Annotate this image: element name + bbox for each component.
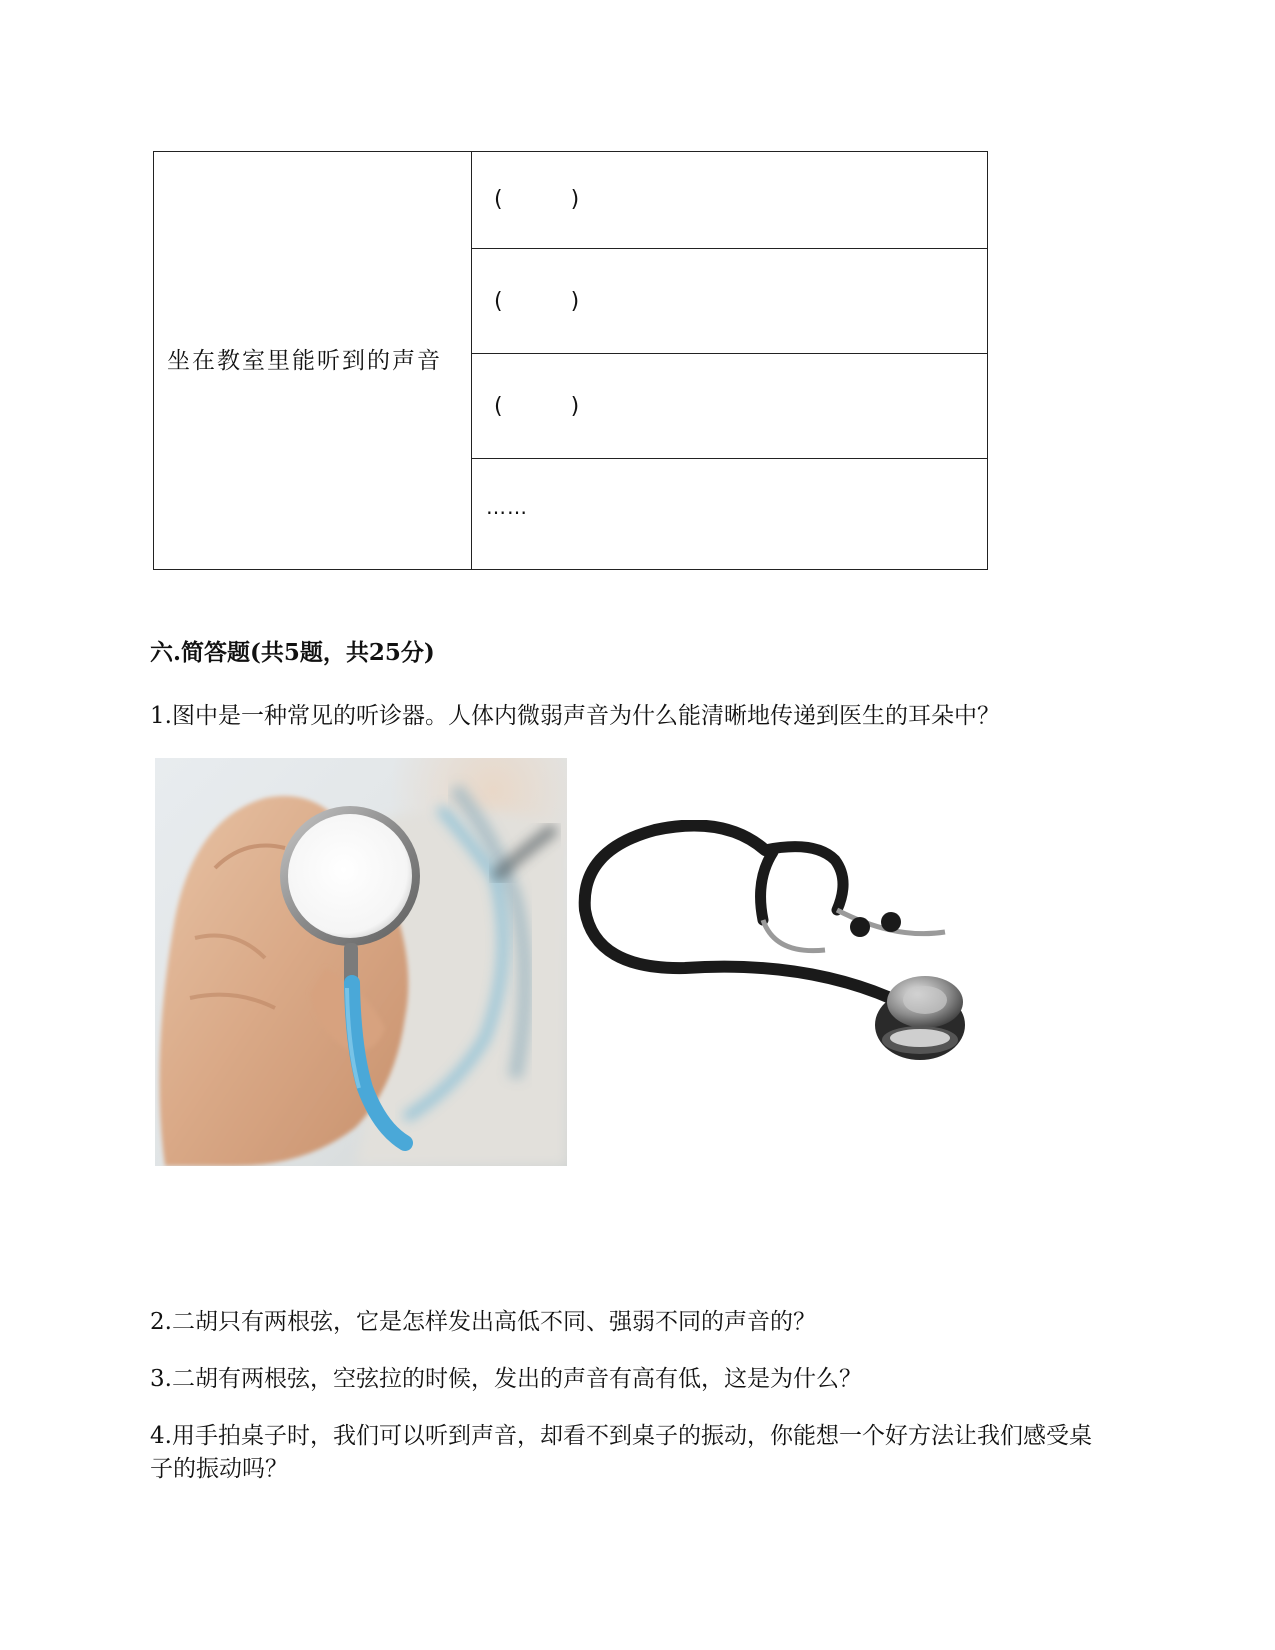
black-stethoscope-image [575,820,1005,1100]
open-paren: ( [494,393,503,419]
answer-slot-2[interactable] [472,248,988,354]
close-paren: ) [570,288,580,314]
answer-table [153,151,988,570]
doctor-hand-stethoscope-image [155,758,567,1166]
answer-slot-1[interactable] [472,152,988,249]
topic-cell [154,152,472,570]
question-3: 3.二胡有两根弦，空弦拉的时候，发出的声音有高有低，这是为什么？ [150,1366,862,1392]
section-title: 六.简答题(共5题，共25分) [150,639,435,666]
open-paren: ( [494,187,503,213]
close-paren: ) [570,187,580,213]
question-1: 1.图中是一种常见的听诊器。人体内微弱声音为什么能清晰地传递到医生的耳朵中？ [150,703,1000,729]
ellipsis-cell [472,459,988,570]
open-paren: ( [494,288,503,314]
close-paren: ) [570,393,580,419]
answer-slot-3[interactable] [472,354,988,459]
ellipsis-text: …… [486,495,528,520]
question-2: 2.二胡只有两根弦，它是怎样发出高低不同、强弱不同的声音的？ [150,1309,816,1335]
question-4: 4.用手拍桌子时，我们可以听到声音，却看不到桌子的振动，你能想一个好方法让我们感受桌子的振动吗？ [150,1423,1092,1482]
topic-label: 坐在教室里能听到的声音 [167,347,442,374]
